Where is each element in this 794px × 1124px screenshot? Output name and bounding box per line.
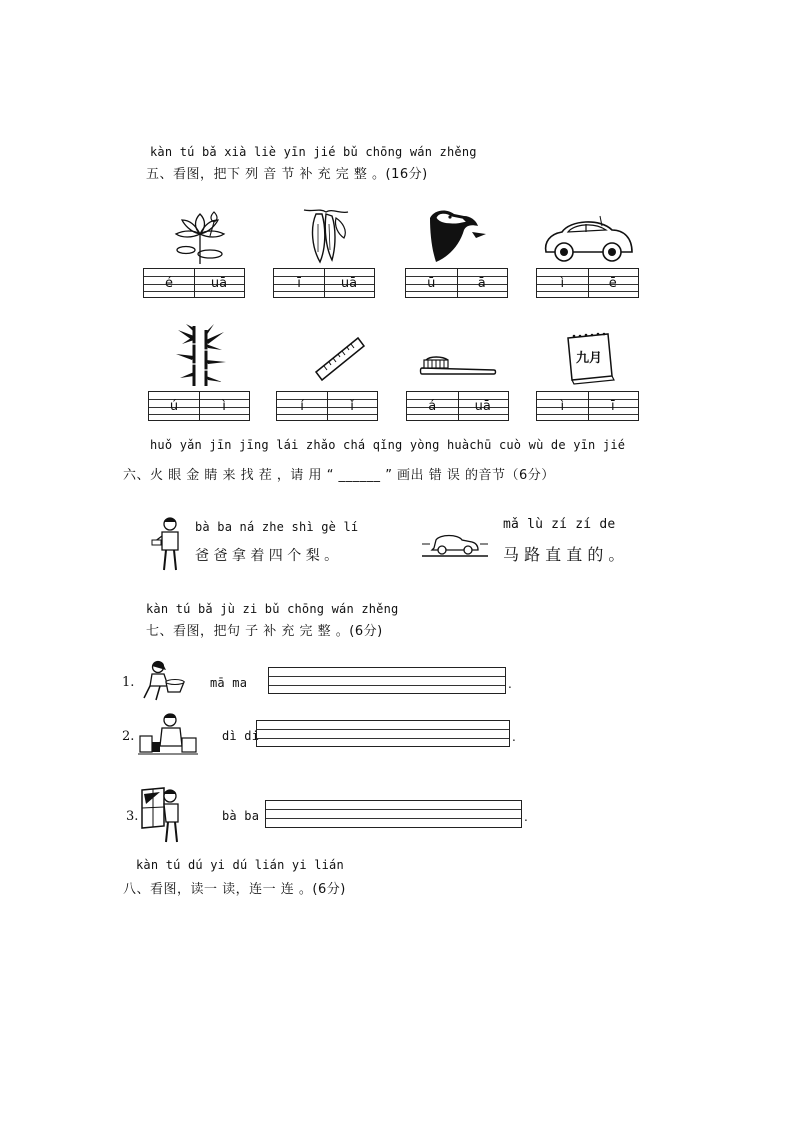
answer-box-2[interactable] xyxy=(256,720,510,747)
item-end: . xyxy=(512,730,516,744)
item-end: . xyxy=(524,810,528,824)
box-right-text: ì xyxy=(222,398,226,414)
box-left-text: ú xyxy=(169,398,179,414)
item-number: 1. xyxy=(122,675,135,690)
father-window-icon xyxy=(140,786,182,844)
box-right-text: ǐ xyxy=(350,398,354,414)
box-left-text: ì xyxy=(560,275,565,291)
mother-washing-icon xyxy=(138,660,188,702)
section7-pinyin: kàn tú bǎ jù zi bǔ chōng wán zhěng xyxy=(146,602,399,616)
ruler-icon xyxy=(312,334,368,384)
father-sentence-pinyin: bà ba ná zhe shì gè lí xyxy=(195,520,359,534)
road-sentence: 马 路 直 直 的 。 xyxy=(503,545,625,564)
pinyin-box-toothbrush[interactable] xyxy=(406,391,509,421)
item-number: 2. xyxy=(122,729,135,744)
box-right-text: ē xyxy=(608,275,617,291)
box-left-text: á xyxy=(428,398,437,414)
section5-pinyin: kàn tú bǎ xià liè yīn jié bǔ chōng wán zhěng xyxy=(150,145,477,159)
pinyin-box-cucumber[interactable] xyxy=(273,268,375,298)
section7-title: 七、看图，把句 子 补 充 完 整 。(6分) xyxy=(146,624,383,639)
bamboo-icon xyxy=(172,322,230,388)
father-sentence: 爸 爸 拿 着 四 个 梨 。 xyxy=(195,548,339,564)
answer-box-3[interactable] xyxy=(265,800,522,828)
box-right-text: uā xyxy=(340,275,358,291)
brother-cleaning-icon xyxy=(138,712,198,756)
calendar-icon xyxy=(560,328,618,386)
pinyin-box-lotus[interactable] xyxy=(143,268,245,298)
pinyin-box-calendar[interactable] xyxy=(536,391,639,421)
road-sentence-pinyin: mǎ lù zí zí de xyxy=(503,517,616,532)
item-end: . xyxy=(508,677,512,691)
section6-pinyin: huǒ yǎn jīn jīng lái zhǎo chá qǐng yòng huàchū cuò wù de yīn jié xyxy=(150,438,626,452)
section8-title: 八、看图，读一 读，连一 连 。(6分) xyxy=(123,882,346,897)
box-right-text: ā xyxy=(477,275,486,291)
box-right-text: ī xyxy=(610,398,615,414)
section5-title: 五、看图，把下 列 音 节 补 充 完 整 。(16分) xyxy=(146,167,428,182)
item-pinyin: bà ba xyxy=(222,809,260,823)
pinyin-box-ruler[interactable] xyxy=(276,391,378,421)
father-holding-pears-icon xyxy=(150,516,186,572)
pinyin-box-car[interactable] xyxy=(536,268,639,298)
box-right-text: uā xyxy=(210,275,228,291)
calendar-text: 九月 xyxy=(576,351,603,366)
pinyin-box-eagle[interactable] xyxy=(405,268,508,298)
section6-title: 六、火 眼 金 睛 来 找 茬 ，请 用 “ ______ ” 画出 错 误 的音节（6分） xyxy=(123,468,555,483)
cucumber-icon xyxy=(298,204,352,266)
item-pinyin: dì di xyxy=(222,729,260,743)
box-left-text: í xyxy=(300,398,304,414)
item-pinyin: mā ma xyxy=(210,676,248,690)
toothbrush-icon xyxy=(418,354,498,380)
item-number: 3. xyxy=(126,809,139,824)
box-left-text: é xyxy=(165,275,173,291)
lotus-icon xyxy=(170,206,230,266)
section8-pinyin: kàn tú dú yi dú lián yi lián xyxy=(136,858,344,872)
box-right-text: uā xyxy=(474,398,491,414)
box-left-text: ì xyxy=(560,398,565,414)
car-icon xyxy=(540,212,636,266)
answer-box-1[interactable] xyxy=(268,667,506,694)
eagle-icon xyxy=(420,204,488,264)
car-road-icon xyxy=(420,526,490,560)
pinyin-box-bamboo[interactable] xyxy=(148,391,250,421)
box-left-text: ū xyxy=(427,275,436,291)
box-left-text: ī xyxy=(297,275,301,291)
